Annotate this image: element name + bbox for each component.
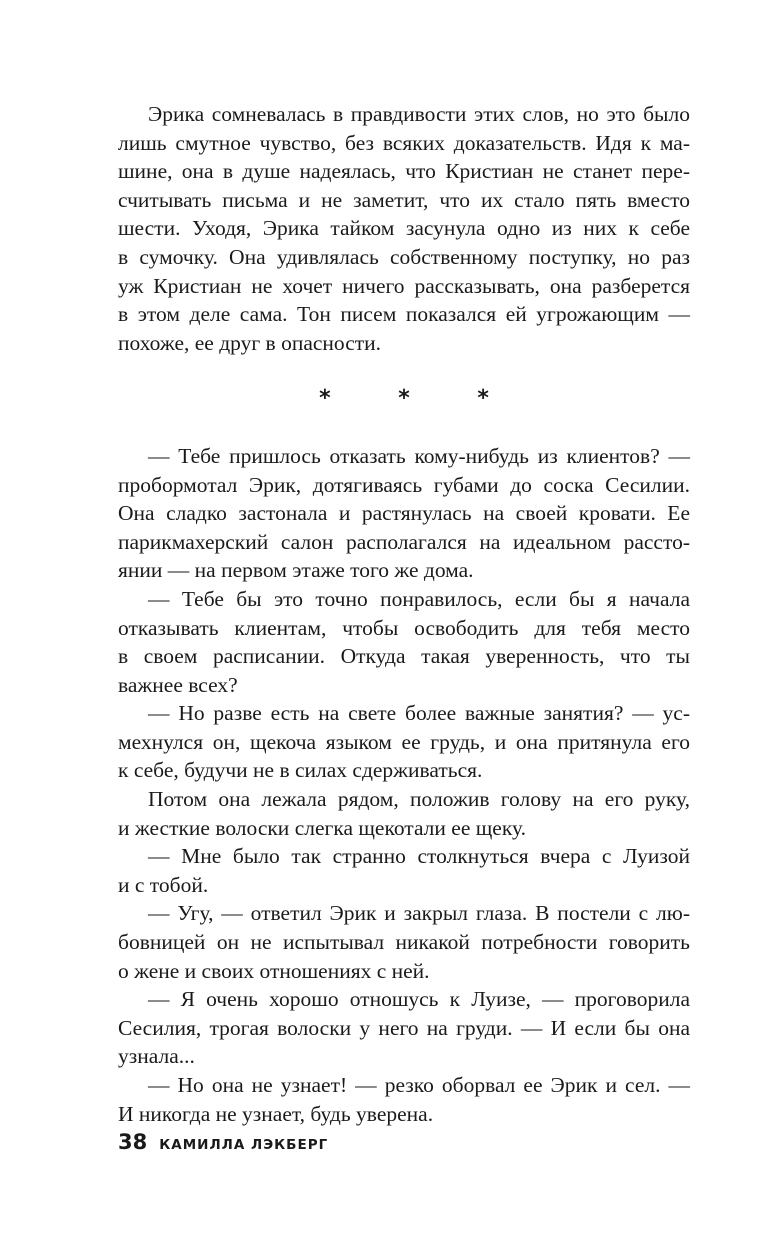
text-line: Потом она лежала рядом, положив голову на его руку,	[148, 787, 690, 812]
text-line: Она сладко застонала и растянулась на своей кровати. Ее	[118, 501, 690, 526]
paragraph	[118, 785, 690, 842]
text-line: и с тобой.	[118, 872, 209, 897]
text-line: узнала...	[118, 1044, 195, 1069]
paragraph	[118, 100, 690, 357]
paragraph	[118, 699, 690, 785]
text-line: — Но она не узнает! — резко оборвал ее Эрик и сел. —	[148, 1073, 690, 1097]
text-line: в своем расписании. Откуда такая уверенность, что ты	[118, 644, 690, 669]
text-line: шести. Уходя, Эрика тайком засунула одно из них к себе	[118, 216, 690, 241]
text-line: — Тебе бы это точно понравилось, если бы я начала	[148, 586, 690, 611]
text-line: похоже, ее друг в опасности.	[118, 330, 382, 355]
text-line: парикмахерский салон располагался на идеальном рассто-	[118, 529, 690, 554]
paragraph	[118, 442, 690, 585]
text-line: важнее всех?	[118, 672, 238, 697]
page-number: 38	[118, 1130, 148, 1154]
page-footer	[118, 1130, 328, 1154]
text-line: в сумочку. Она удивлялась собственному поступку, но раз	[118, 244, 690, 269]
text-line: — Но разве есть на свете более важные занятия? — ус-	[148, 701, 690, 726]
text-line: — Угу, — ответил Эрик и закрыл глаза. В постели с лю-	[148, 901, 690, 926]
text-line: Эрика сомневалась в правдивости этих слов, но это было	[148, 102, 690, 126]
text-line: считывать письма и не заметит, что их стало пять вместо	[118, 187, 690, 212]
text-line: в этом деле сама. Тон писем показался ей угрожающим —	[118, 302, 690, 327]
paragraph	[118, 585, 690, 699]
text-line: и жесткие волоски слегка щекотали ее щеку.	[118, 815, 526, 840]
text-line: отказывать клиентам, чтобы освободить для тебя место	[118, 615, 690, 640]
text-line: — Я очень хорошо отношусь к Луизе, — проговорила	[148, 987, 690, 1012]
text-line: о жене и своих отношениях с ней.	[118, 958, 430, 983]
text-line: — Мне было так странно столкнуться вчера с Луизой	[148, 844, 690, 869]
paragraph	[118, 842, 690, 899]
text-line: пробормотал Эрик, дотягиваясь губами до соска Сесилии.	[118, 472, 690, 497]
text-line: уж Кристиан не хочет ничего рассказывать, она разберется	[118, 273, 690, 298]
book-page-body	[118, 100, 690, 1128]
paragraph	[118, 899, 690, 985]
section-divider: * * *	[319, 386, 519, 412]
text-line: шине, она в душе надеялась, что Кристиан не станет пере-	[118, 159, 690, 184]
text-line: И никогда не узнает, будь уверена.	[118, 1101, 434, 1126]
text-line: янии — на первом этаже того же дома.	[118, 558, 474, 583]
paragraph	[118, 1071, 690, 1128]
text-line: к себе, будучи не в силах сдерживаться.	[118, 758, 483, 783]
text-line: Сесилия, трогая волоски у него на груди. — И если бы она	[118, 1015, 690, 1040]
running-footer-author: КАМИЛЛА ЛЭКБЕРГ	[159, 1137, 329, 1153]
text-line: — Тебе пришлось отказать кому-нибудь из клиентов? —	[148, 443, 690, 468]
text-line: мехнулся он, щекоча языком ее грудь, и она притянула его	[118, 729, 690, 754]
paragraph	[118, 985, 690, 1071]
text-line: лишь смутное чувство, без всяких доказательств. Идя к ма-	[118, 130, 690, 155]
text-line: бовницей он не испытывал никакой потребности говорить	[118, 930, 690, 955]
